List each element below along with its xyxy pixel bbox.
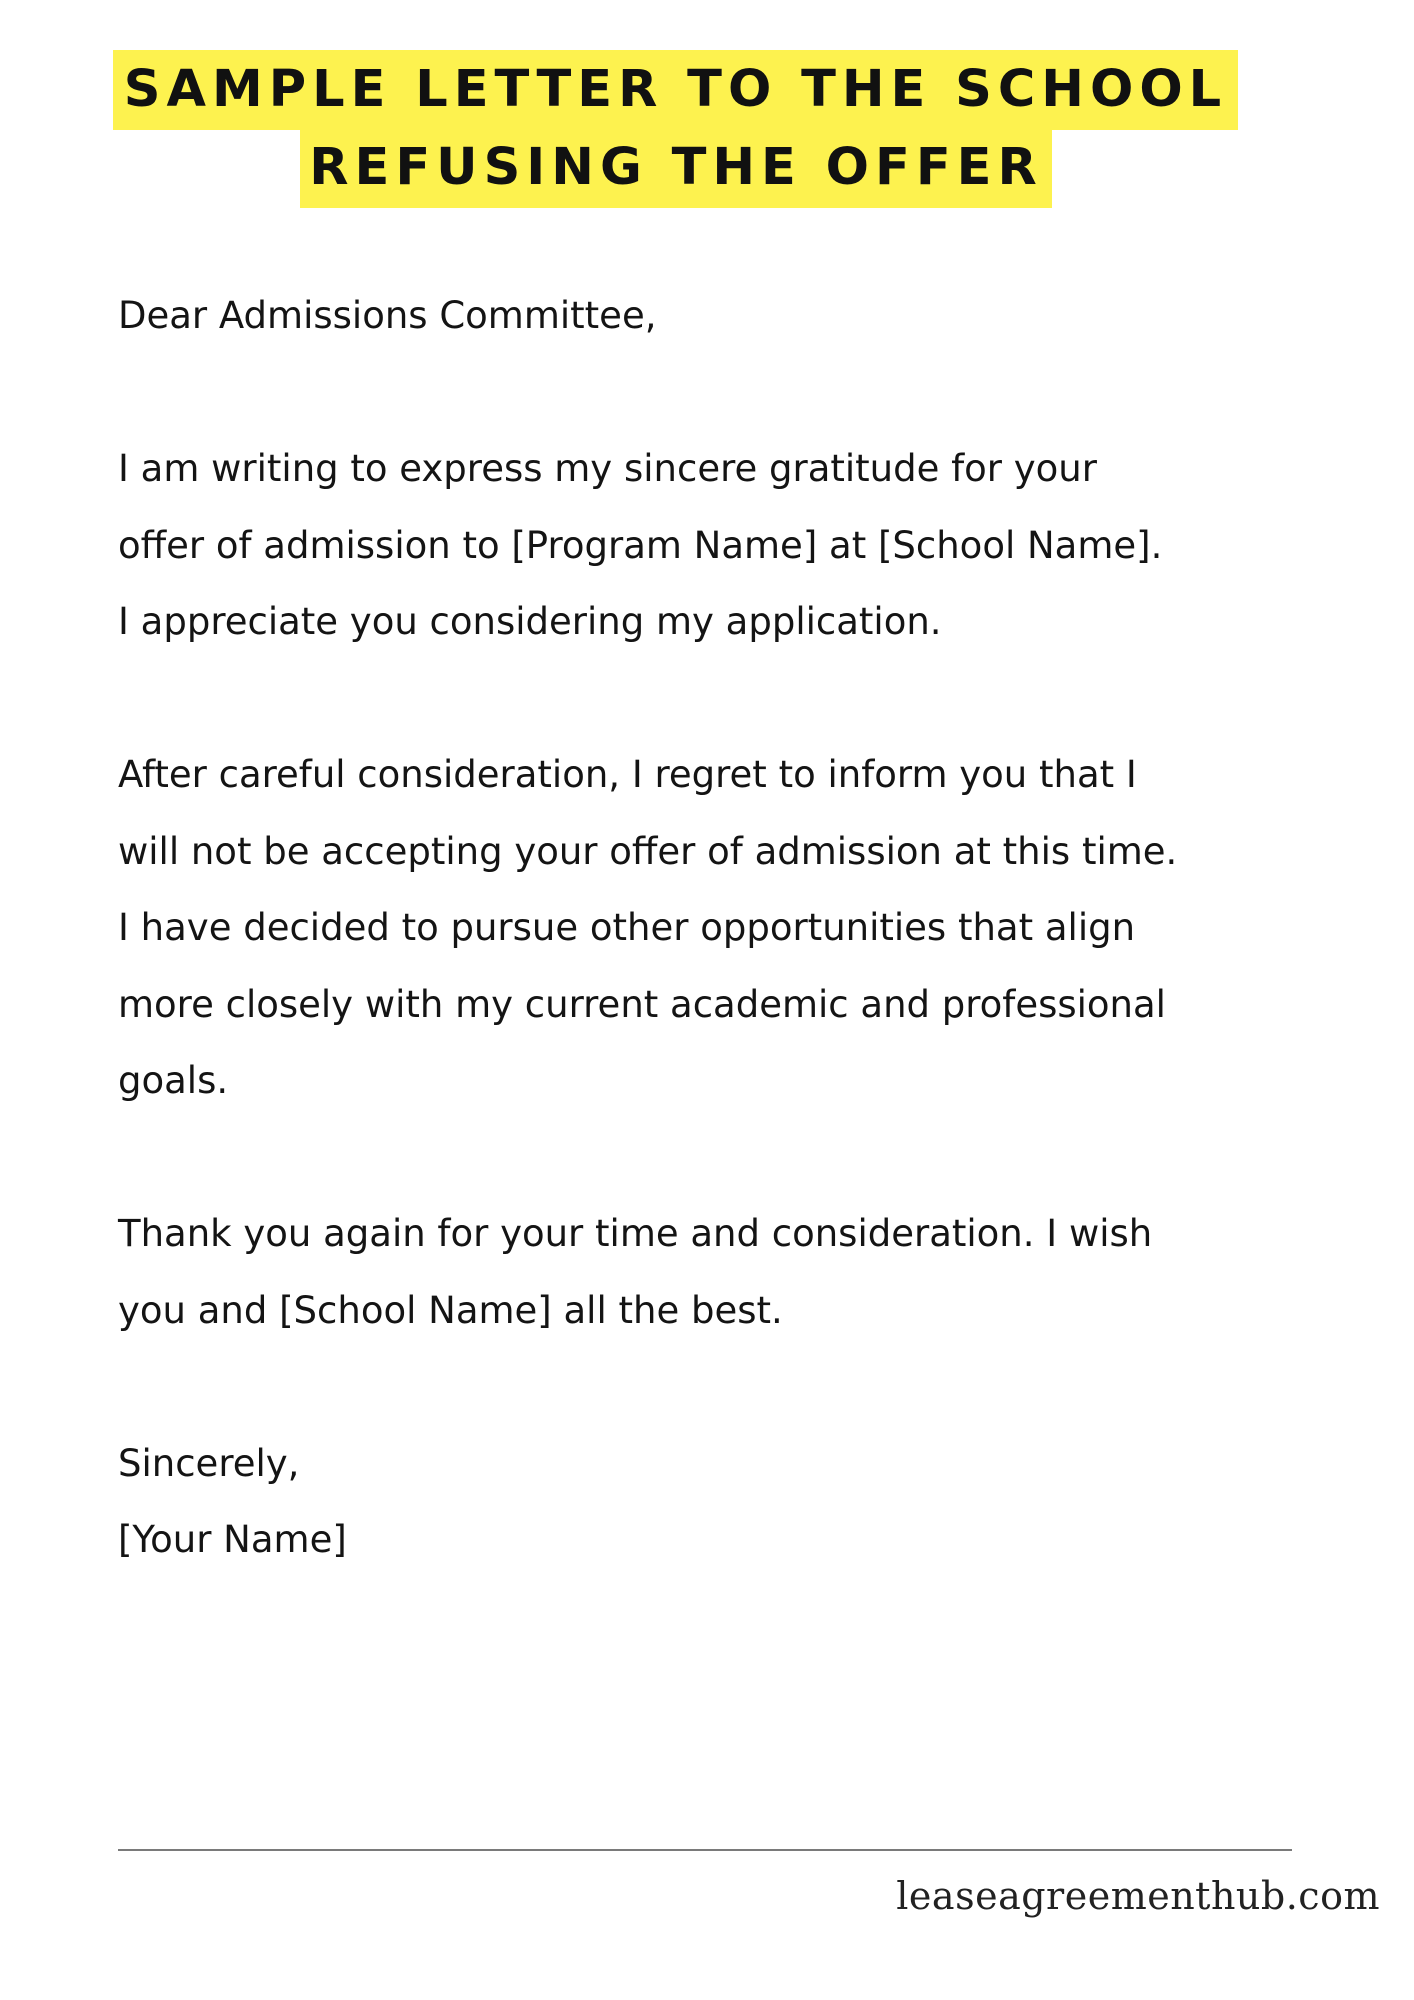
paragraph-1 — [118, 431, 1348, 661]
paragraph-line: goals. — [118, 1059, 229, 1102]
salutation: Dear Admissions Committee, — [118, 294, 657, 337]
paragraph-spacer — [118, 1349, 1348, 1426]
closing: Sincerely, — [118, 1441, 300, 1485]
signature-placeholder: [Your Name] — [118, 1518, 347, 1561]
paragraph-line: more closely with my current academic and professional — [118, 982, 1166, 1026]
footer-brand-text: leaseagreementhub.com — [896, 1874, 1380, 1918]
paragraph-spacer — [118, 1120, 1348, 1197]
title-line-2: REFUSING THE OFFER — [300, 128, 1052, 208]
paragraph-spacer — [118, 355, 1348, 432]
paragraph-line: you and [School Name] all the best. — [118, 1288, 783, 1332]
paragraph-line: Thank you again for your time and consideration. I wish — [118, 1212, 1153, 1255]
paragraph-spacer — [118, 661, 1348, 738]
paragraph-2 — [118, 737, 1348, 1120]
paragraph-3 — [118, 1196, 1348, 1349]
letter-body — [118, 278, 1348, 1579]
title-line-1: SAMPLE LETTER TO THE SCHOOL — [113, 50, 1238, 130]
paragraph-line: I am writing to express my sincere gratitude for your — [118, 447, 1097, 490]
paragraph-line: After careful consideration, I regret to inform you that I — [118, 753, 1137, 796]
footer-divider — [118, 1849, 1292, 1851]
paragraph-line: will not be accepting your offer of admission at this time. — [118, 829, 1178, 873]
paragraph-line: offer of admission to [Program Name] at [School Name]. — [118, 523, 1163, 567]
paragraph-line: I appreciate you considering my application. — [118, 600, 942, 643]
paragraph-line: I have decided to pursue other opportunities that align — [118, 906, 1136, 949]
